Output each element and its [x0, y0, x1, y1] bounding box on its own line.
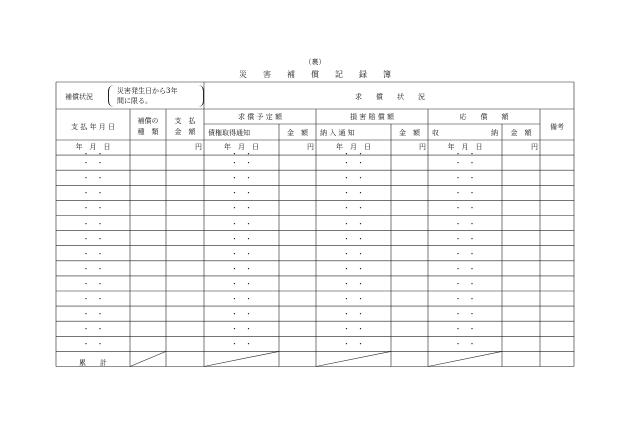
date-placeholder-dots: ・ ・ [231, 204, 252, 213]
date-placeholder-dots: ・ ・ [231, 219, 252, 228]
date-placeholder-dots: ・ ・ [82, 295, 104, 303]
date-placeholder-dots: ・ ・ [454, 264, 476, 273]
date-placeholder-dots: ・ ・ [82, 204, 104, 213]
col-pay-amount-1: 支 払 [174, 117, 196, 125]
date-placeholder-dots: ・ ・ [343, 325, 364, 334]
date-placeholder-dots: ・ ・ [343, 159, 364, 168]
date-placeholder-dots: ・ ・ [82, 219, 104, 228]
total-label: 累 計 [79, 359, 107, 367]
total-cell-slash [130, 351, 166, 366]
date-placeholder-dots: ・ ・ [343, 340, 364, 349]
date-placeholder-dots: ・ ・ [231, 159, 252, 168]
unit-date-damage: 年 月 日 [336, 143, 371, 151]
date-placeholder-dots: ・ ・ [231, 150, 252, 158]
date-placeholder-dots: ・ ・ [82, 279, 104, 288]
date-placeholder-dots: ・ ・ [343, 234, 364, 243]
date-placeholder-dots: ・ ・ [82, 150, 104, 158]
comp-status-label: 補償状況 [65, 93, 93, 101]
total-cell-slash [428, 351, 502, 366]
date-placeholder-dots: ・ ・ [454, 295, 476, 303]
date-placeholder-dots: ・ ・ [454, 204, 476, 213]
date-placeholder-dots: ・ ・ [454, 219, 476, 228]
col-remarks: 備考 [550, 123, 564, 131]
date-placeholder-dots: ・ ・ [231, 189, 252, 198]
date-placeholder-dots: ・ ・ [82, 159, 104, 168]
unit-yen-response: 円 [531, 143, 538, 151]
total-cell-slash [204, 351, 279, 366]
date-placeholder-dots: ・ ・ [454, 310, 476, 319]
col-claim-plan-amount: 金 額 [287, 129, 308, 137]
col-response-sub-left: 収 [432, 129, 439, 137]
date-placeholder-dots: ・ ・ [82, 264, 104, 273]
date-placeholder-dots: ・ ・ [231, 295, 252, 303]
date-placeholder-dots: ・ ・ [454, 159, 476, 168]
date-placeholder-dots: ・ ・ [343, 174, 364, 183]
unit-yen-claim: 円 [307, 143, 314, 151]
col-pay-date: 支 払 年 月 日 [71, 123, 115, 131]
note-line-2: 間に限る。 [117, 97, 152, 105]
col-damage-amount: 金 額 [399, 129, 420, 137]
total-cell-slash [316, 351, 391, 366]
date-placeholder-dots: ・ ・ [82, 340, 104, 349]
col-damage: 損 害 賠 償 額 [350, 113, 394, 121]
date-placeholder-dots: ・ ・ [454, 189, 476, 198]
unit-yen-pay: 円 [195, 143, 202, 151]
date-placeholder-dots: ・ ・ [454, 234, 476, 243]
date-placeholder-dots: ・ ・ [231, 264, 252, 273]
col-comp-type-2: 種 類 [137, 128, 159, 136]
date-placeholder-dots: ・ ・ [82, 325, 104, 334]
date-placeholder-dots: ・ ・ [231, 249, 252, 258]
back-label: （裏） [304, 58, 326, 66]
date-placeholder-dots: ・ ・ [343, 204, 364, 213]
date-placeholder-dots: ・ ・ [454, 340, 476, 349]
date-placeholder-dots: ・ ・ [82, 249, 104, 258]
date-placeholder-dots: ・ ・ [231, 279, 252, 288]
unit-yen-damage: 円 [419, 143, 426, 151]
date-placeholder-dots: ・ ・ [343, 295, 364, 303]
unit-date-pay: 年 月 日 [75, 143, 111, 151]
date-placeholder-dots: ・ ・ [82, 174, 104, 183]
col-response: 応 償 額 [459, 113, 509, 121]
col-comp-type-1: 補償の [137, 117, 159, 125]
date-placeholder-dots: ・ ・ [343, 150, 364, 158]
date-placeholder-dots: ・ ・ [454, 249, 476, 258]
date-placeholder-dots: ・ ・ [231, 340, 252, 349]
date-placeholder-dots: ・ ・ [343, 310, 364, 319]
col-pay-amount-2: 金 額 [174, 128, 196, 136]
col-claim-plan: 求 償 予 定 額 [238, 113, 282, 121]
date-placeholder-dots: ・ ・ [82, 234, 104, 243]
date-placeholder-dots: ・ ・ [231, 234, 252, 243]
date-placeholder-dots: ・ ・ [454, 279, 476, 288]
date-placeholder-dots: ・ ・ [82, 310, 104, 319]
unit-date-claim: 年 月 日 [224, 143, 259, 151]
date-placeholder-dots: ・ ・ [343, 264, 364, 273]
note-line-1: 災害発生日から3年 [117, 87, 178, 95]
date-placeholder-dots: ・ ・ [343, 189, 364, 198]
date-placeholder-dots: ・ ・ [231, 174, 252, 183]
date-placeholder-dots: ・ ・ [231, 310, 252, 319]
col-response-sub-right: 納 [491, 129, 498, 137]
unit-date-response: 年 月 日 [447, 143, 483, 151]
date-placeholder-dots: ・ ・ [343, 279, 364, 288]
col-damage-sub: 納 入 通 知 [320, 129, 355, 137]
claim-status-label: 求 償 状 況 [355, 93, 425, 101]
col-response-amount: 金 額 [510, 129, 532, 137]
date-placeholder-dots: ・ ・ [343, 249, 364, 258]
date-placeholder-dots: ・ ・ [454, 150, 476, 158]
date-placeholder-dots: ・ ・ [454, 174, 476, 183]
date-placeholder-dots: ・ ・ [454, 325, 476, 334]
col-claim-plan-sub: 債権取得通知 [208, 129, 250, 137]
date-placeholder-dots: ・ ・ [82, 189, 104, 198]
record-title: 災 害 補 償 記 録 簿 [239, 70, 391, 79]
date-placeholder-dots: ・ ・ [343, 219, 364, 228]
date-placeholder-dots: ・ ・ [231, 325, 252, 334]
